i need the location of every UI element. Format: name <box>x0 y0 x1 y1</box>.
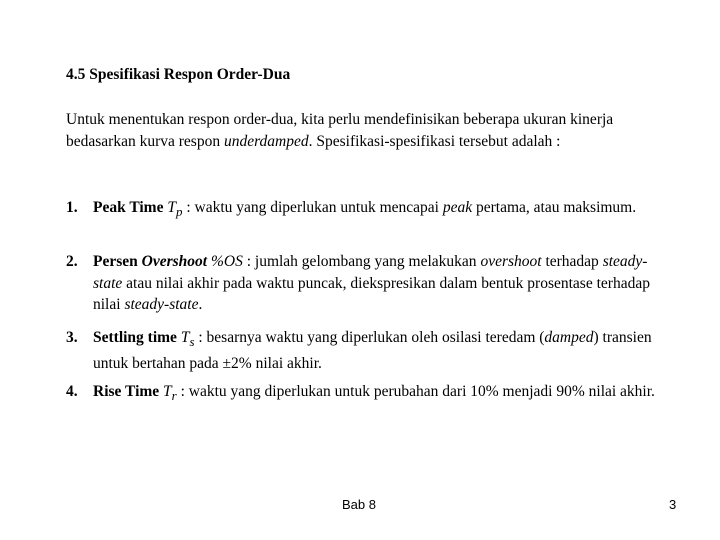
list-number: 1. <box>66 199 78 216</box>
symbol-ts: $T_s$ <box>180 329 195 350</box>
item-text: terhadap <box>541 253 603 270</box>
list-item-rise-time <box>66 381 676 407</box>
intro-paragraph <box>66 109 666 152</box>
list-item-percent-overshoot <box>66 251 676 316</box>
item-italic: steady-state <box>124 296 199 313</box>
section-title: 4.5 Spesifikasi Respon Order-Dua <box>66 66 291 83</box>
term-persen: Persen <box>93 253 138 270</box>
term-rise-time: Rise Time <box>93 383 160 400</box>
list-number: 3. <box>66 329 78 346</box>
page-number: 3 <box>669 497 677 512</box>
item-italic: damped <box>544 329 594 346</box>
footer-chapter-label: Bab 8 <box>342 497 376 512</box>
item-text: : waktu yang diperlukan untuk mencapai <box>182 199 443 216</box>
list-item-settling-time <box>66 327 676 374</box>
symbol-tr: $T_r$ <box>163 383 177 404</box>
item-italic: peak <box>442 199 473 216</box>
item-italic: overshoot <box>480 253 542 270</box>
list-item-peak-time <box>66 197 676 223</box>
item-text: : waktu yang diperlukan untuk perubahan dari 10% menjadi 90% nilai akhir. <box>176 383 655 400</box>
intro-tail: . Spesifikasi-spesifikasi tersebut adalah : <box>308 132 561 150</box>
item-text: pertama, atau maksimum. <box>472 199 637 216</box>
list-number: 2. <box>66 253 78 270</box>
intro-italic-term: underdamped <box>223 132 309 150</box>
item-text: . <box>198 296 203 313</box>
term-settling-time: Settling time <box>93 329 177 346</box>
item-text: : jumlah gelombang yang melakukan <box>242 253 481 270</box>
term-peak-time: Peak Time <box>93 199 164 216</box>
list-number: 4. <box>66 383 78 400</box>
symbol-tp: $T_p$ <box>167 199 183 220</box>
symbol-os: %OS <box>210 253 243 270</box>
item-italic: steady-state <box>93 253 648 292</box>
item-text: : besarnya waktu yang diperlukan oleh osilasi teredam ( <box>194 329 545 346</box>
item-text: ) transien untuk bertahan pada ±2% nilai akhir. <box>93 329 652 372</box>
term-overshoot: Overshoot <box>141 253 208 270</box>
item-text: atau nilai akhir pada waktu puncak, diekspresikan dalam bentuk prosentase terhadap nilai <box>93 274 650 313</box>
intro-text: Untuk menentukan respon order-dua, kita perlu mendefinisikan beberapa ukuran kinerja bedasarkan kurva respon <box>66 111 614 150</box>
